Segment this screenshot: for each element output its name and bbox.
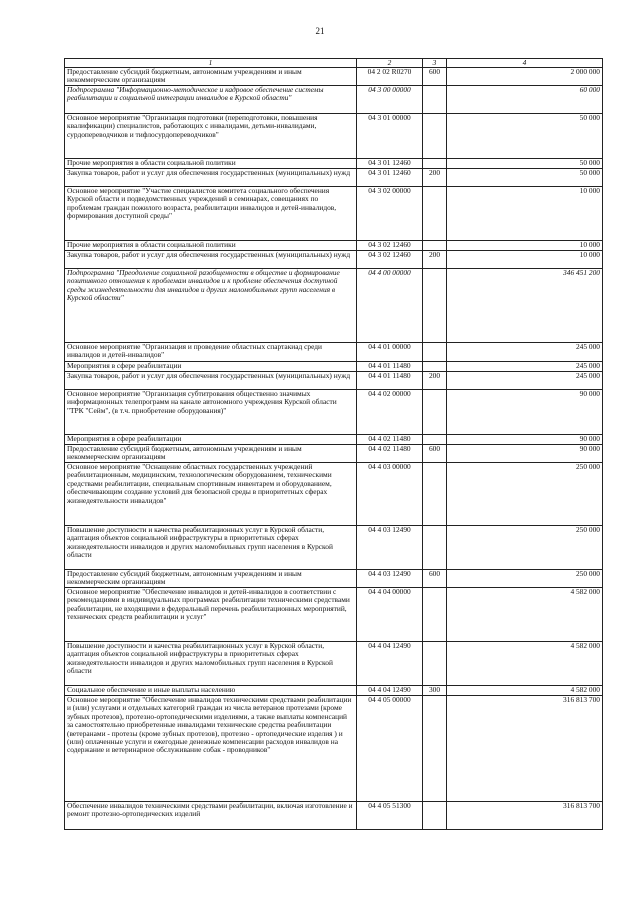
row-code-cell: 04 3 02 12460 xyxy=(357,251,423,269)
row-type-cell xyxy=(423,802,447,830)
row-amount-cell: 90 000 xyxy=(447,390,603,435)
row-type-cell xyxy=(423,159,447,169)
row-code-cell: 04 4 02 11480 xyxy=(357,435,423,445)
row-name-cell: Мероприятия в сфере реабилитации xyxy=(65,362,357,372)
table-row xyxy=(65,588,603,642)
row-amount-cell: 245 000 xyxy=(447,343,603,362)
row-name-cell: Повышение доступности и качества реабилитационных услуг в Курской области, адаптация объектов социальной инфраструктуры в приоритетных сферах жизнедеятельности инвалидов и других маломобильных групп населения в Курской области xyxy=(65,642,357,686)
row-name-cell: Обеспечение инвалидов техническими средствами реабилитации, включая изготовление и ремонт протезно-ортопедических изделий xyxy=(65,802,357,830)
row-amount-cell: 10 000 xyxy=(447,241,603,251)
table-row xyxy=(65,187,603,241)
row-code-cell: 04 4 03 12490 xyxy=(357,526,423,570)
row-amount-cell: 50 000 xyxy=(447,159,603,169)
row-code-cell: 04 3 02 12460 xyxy=(357,241,423,251)
row-code-cell: 04 3 02 00000 xyxy=(357,187,423,241)
row-amount-cell: 316 813 700 xyxy=(447,696,603,802)
row-code-cell: 04 4 04 00000 xyxy=(357,588,423,642)
header-cell-amount: 4 xyxy=(447,59,603,68)
row-code-cell: 04 4 05 51300 xyxy=(357,802,423,830)
table-row xyxy=(65,372,603,390)
table-row xyxy=(65,696,603,802)
row-code-cell: 04 4 03 12490 xyxy=(357,570,423,588)
row-code-cell: 04 4 01 11480 xyxy=(357,372,423,390)
table-row xyxy=(65,802,603,830)
row-code-cell: 04 4 01 00000 xyxy=(357,343,423,362)
row-type-cell xyxy=(423,241,447,251)
header-cell-type: 3 xyxy=(423,59,447,68)
row-type-cell xyxy=(423,114,447,159)
row-type-cell: 200 xyxy=(423,251,447,269)
row-type-cell xyxy=(423,642,447,686)
row-amount-cell: 4 582 000 xyxy=(447,588,603,642)
row-type-cell xyxy=(423,390,447,435)
table-row xyxy=(65,114,603,159)
table-row xyxy=(65,251,603,269)
table-row xyxy=(65,445,603,463)
row-type-cell: 600 xyxy=(423,445,447,463)
row-name-cell: Закупка товаров, работ и услуг для обеспечения государственных (муниципальных) нужд xyxy=(65,251,357,269)
row-amount-cell: 90 000 xyxy=(447,445,603,463)
row-amount-cell: 2 000 000 xyxy=(447,68,603,86)
row-name-cell: Предоставление субсидий бюджетным, автономным учреждениям и иным некоммерческим организациям xyxy=(65,570,357,588)
row-type-cell: 300 xyxy=(423,686,447,696)
header-cell-code: 2 xyxy=(357,59,423,68)
table-header-row xyxy=(65,59,603,68)
row-type-cell xyxy=(423,435,447,445)
row-code-cell: 04 3 00 00000 xyxy=(357,86,423,114)
row-amount-cell: 250 000 xyxy=(447,570,603,588)
row-amount-cell: 10 000 xyxy=(447,187,603,241)
row-type-cell xyxy=(423,588,447,642)
row-code-cell: 04 4 02 00000 xyxy=(357,390,423,435)
table-row xyxy=(65,362,603,372)
row-code-cell: 04 3 01 00000 xyxy=(357,114,423,159)
table-row xyxy=(65,642,603,686)
row-code-cell: 04 4 04 12490 xyxy=(357,642,423,686)
row-code-cell: 04 4 04 12490 xyxy=(357,686,423,696)
row-code-cell: 04 4 05 00000 xyxy=(357,696,423,802)
row-name-cell: Основное мероприятие "Обеспечение инвалидов техническими средствами реабилитации и (или) услугами и отдельных категорий граждан из числа ветеранов протезами (кроме зубных протезов), протезно-ортопедическими изделиями, а также выплаты компенсаций за самостоятельно приобретенные инвалидами технические средства реабилитации (ветеранами - протезы (кроме зубных протезов), протезно - ортопедические изделия ) и (или) оплаченные услуги и ежегодные денежные компенсации расходов инвалидов на содержание и ветеринарное обслуживание собак - проводников" xyxy=(65,696,357,802)
row-amount-cell: 245 000 xyxy=(447,372,603,390)
row-name-cell: Прочие мероприятия в области социальной политики xyxy=(65,159,357,169)
row-amount-cell: 346 451 200 xyxy=(447,269,603,343)
row-code-cell: 04 4 02 11480 xyxy=(357,445,423,463)
row-name-cell: Социальное обеспечение и иные выплаты населению xyxy=(65,686,357,696)
row-type-cell: 600 xyxy=(423,68,447,86)
row-type-cell xyxy=(423,86,447,114)
table-row xyxy=(65,68,603,86)
row-name-cell: Подпрограмма "Преодоление социальной разобщенности в обществе и формирование позитивного отношения к проблемам инвалидов и к проблеме обеспечения доступной среды жизнедеятельности для инвалидов и других маломобильных групп населения в Курской области" xyxy=(65,269,357,343)
row-name-cell: Мероприятия в сфере реабилитации xyxy=(65,435,357,445)
table-row xyxy=(65,570,603,588)
table-row xyxy=(65,343,603,362)
row-name-cell: Повышение доступности и качества реабилитационных услуг в Курской области, адаптация объектов социальной инфраструктуры в приоритетных сферах жизнедеятельности инвалидов и других маломобильных групп населения в Курской области xyxy=(65,526,357,570)
table-row xyxy=(65,241,603,251)
row-code-cell: 04 3 01 12460 xyxy=(357,169,423,187)
header-cell-name: 1 xyxy=(65,59,357,68)
table-row xyxy=(65,269,603,343)
table-row xyxy=(65,463,603,526)
row-name-cell: Основное мероприятие "Организация подготовки (переподготовки, повышения квалификации) специалистов, работающих с инвалидами, детьми-инвалидами, сурдопереводчиков и тифлосурдопереводчиков" xyxy=(65,114,357,159)
row-name-cell: Основное мероприятие "Обеспечение инвалидов и детей-инвалидов в соответствии с рекомендациями в индивидуальных программах реабилитации техническими средствами реабилитации, не входящими в федеральный перечень реабилитационных мероприятий, технических средств реабилитации и услуг" xyxy=(65,588,357,642)
row-name-cell: Основное мероприятие "Участие специалистов комитета социального обеспечения Курской области и подведомственных учреждений в семинарах, совещаниях по проблемам граждан пожилого возраста, реабилитации инвалидов и детей-инвалидов, формирования доступной среды" xyxy=(65,187,357,241)
row-code-cell: 04 3 01 12460 xyxy=(357,159,423,169)
row-amount-cell: 10 000 xyxy=(447,251,603,269)
row-code-cell: 04 4 01 11480 xyxy=(357,362,423,372)
row-amount-cell: 245 000 xyxy=(447,362,603,372)
row-amount-cell: 50 000 xyxy=(447,114,603,159)
row-amount-cell: 250 000 xyxy=(447,526,603,570)
table-row xyxy=(65,390,603,435)
table-row xyxy=(65,159,603,169)
table-row xyxy=(65,526,603,570)
row-type-cell: 600 xyxy=(423,570,447,588)
row-name-cell: Закупка товаров, работ и услуг для обеспечения государственных (муниципальных) нужд xyxy=(65,372,357,390)
budget-table xyxy=(64,58,603,830)
row-amount-cell: 4 582 000 xyxy=(447,642,603,686)
row-code-cell: 04 2 02 R0270 xyxy=(357,68,423,86)
page-number: 21 xyxy=(315,26,325,36)
row-type-cell xyxy=(423,362,447,372)
row-type-cell xyxy=(423,463,447,526)
row-amount-cell: 60 000 xyxy=(447,86,603,114)
row-amount-cell: 4 582 000 xyxy=(447,686,603,696)
row-name-cell: Предоставление субсидий бюджетным, автономным учреждениям и иным некоммерческим организациям xyxy=(65,68,357,86)
row-type-cell xyxy=(423,343,447,362)
row-type-cell xyxy=(423,269,447,343)
table-row xyxy=(65,686,603,696)
table-row xyxy=(65,86,603,114)
table-body xyxy=(65,68,603,830)
row-name-cell: Подпрограмма "Информационно-методическое и кадровое обеспечение системы реабилитации и социальной интеграции инвалидов в Курской области" xyxy=(65,86,357,114)
row-type-cell: 200 xyxy=(423,169,447,187)
row-name-cell: Прочие мероприятия в области социальной политики xyxy=(65,241,357,251)
row-type-cell xyxy=(423,187,447,241)
row-code-cell: 04 4 00 00000 xyxy=(357,269,423,343)
table-row xyxy=(65,169,603,187)
table-row xyxy=(65,435,603,445)
row-type-cell xyxy=(423,696,447,802)
row-code-cell: 04 4 03 00000 xyxy=(357,463,423,526)
row-amount-cell: 250 000 xyxy=(447,463,603,526)
row-amount-cell: 316 813 700 xyxy=(447,802,603,830)
row-name-cell: Основное мероприятие "Организация субтитрования общественно значимых информационных телепрограмм на канале автономного учреждения Курской области "ТРК "Сейм", (в т.ч. приобретение оборудования)" xyxy=(65,390,357,435)
row-type-cell xyxy=(423,526,447,570)
row-name-cell: Закупка товаров, работ и услуг для обеспечения государственных (муниципальных) нужд xyxy=(65,169,357,187)
row-name-cell: Основное мероприятие "Организация и проведение областных спартакиад среди инвалидов и детей-инвалидов" xyxy=(65,343,357,362)
row-type-cell: 200 xyxy=(423,372,447,390)
row-name-cell: Основное мероприятие "Оснащение областных государственных учреждений реабилитационным, медицинским, технологическим оборудованием, техническими средствами реабилитации, специальным спортивным инвентарем и оборудованием, обеспечивающим создание условий для безопасной среды в приоритетных сферах жизнедеятельности инвалидов" xyxy=(65,463,357,526)
row-amount-cell: 90 000 xyxy=(447,435,603,445)
row-amount-cell: 50 000 xyxy=(447,169,603,187)
row-name-cell: Предоставление субсидий бюджетным, автономным учреждениям и иным некоммерческим организациям xyxy=(65,445,357,463)
